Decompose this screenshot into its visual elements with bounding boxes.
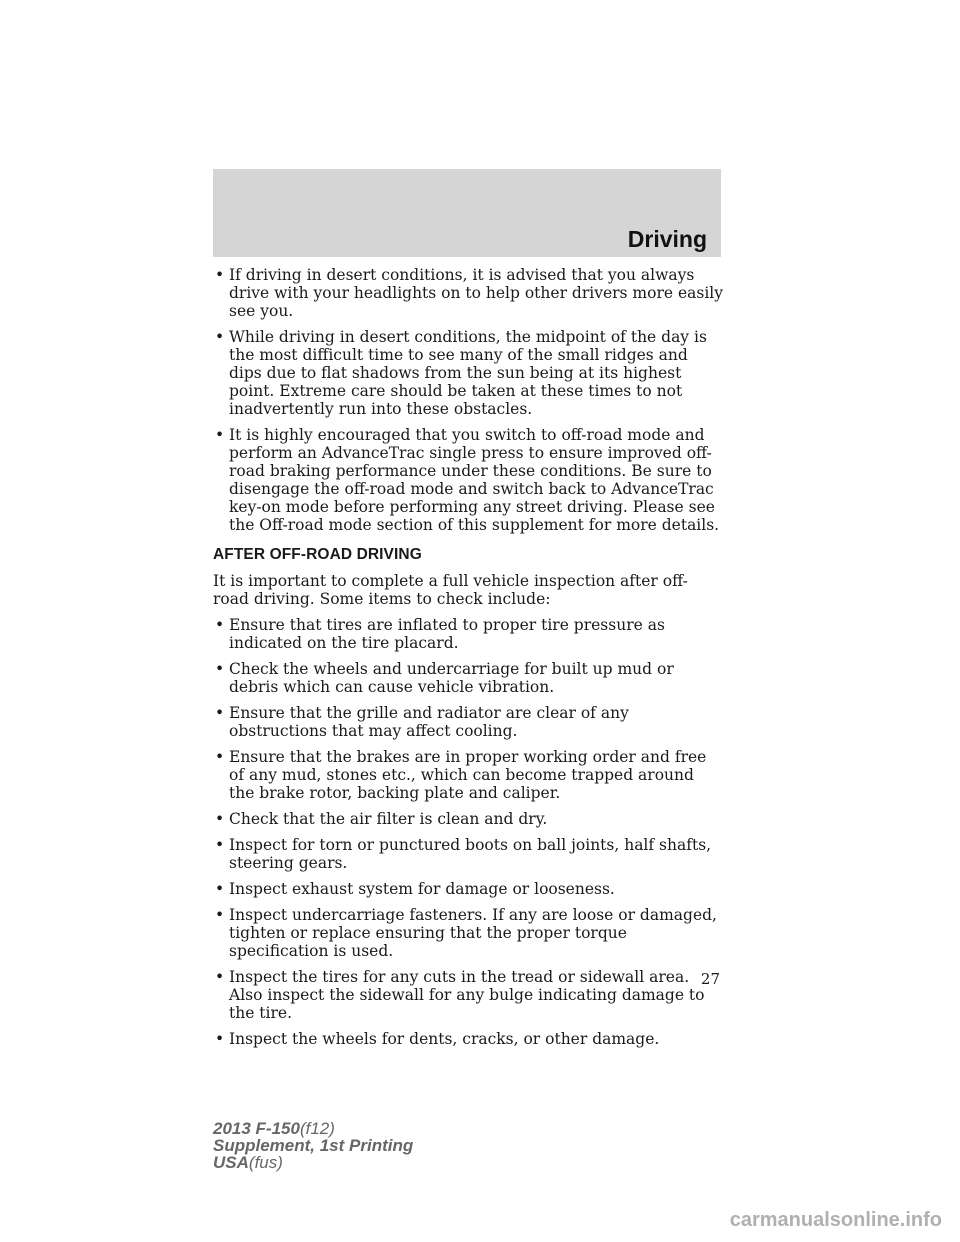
inspection-bullet-list	[213, 616, 723, 1048]
page-content	[213, 266, 723, 1056]
footer-imprint	[213, 1120, 413, 1171]
list-item: • Inspect undercarriage fasteners. If any are loose or damaged, tighten or replace ensuring that the proper torque specification is used.	[213, 906, 723, 960]
list-item: • If driving in desert conditions, it is advised that you always drive with your headlights on to help other drivers more easily see you.	[213, 266, 723, 320]
section-title: Driving	[627, 226, 707, 252]
watermark: carmanualsonline.info	[729, 1209, 942, 1231]
list-item: • Inspect the tires for any cuts in the tread or sidewall area. Also inspect the sidewall for any bulge indicating damage to the tire.	[213, 968, 723, 1022]
list-item: • Inspect the wheels for dents, cracks, or other damage.	[213, 1030, 723, 1048]
section-header-band	[213, 169, 721, 257]
page-number: 27	[700, 970, 720, 988]
footer-market-code: (fus)	[248, 1153, 283, 1172]
footer-line-model	[213, 1120, 413, 1137]
list-item: • Check the wheels and undercarriage for built up mud or debris which can cause vehicle vibration.	[213, 660, 723, 696]
list-item: • It is highly encouraged that you switch to off-road mode and perform an AdvanceTrac single press to ensure improved off-road braking performance under these conditions. Be sure to disengage the off-road mode and switch back to AdvanceTrac key-on mode before performing any street driving. Please see the Off-road mode section of this supplement for more details.	[213, 426, 723, 534]
list-item: • Ensure that the brakes are in proper working order and free of any mud, stones etc., which can become trapped around the brake rotor, backing plate and caliper.	[213, 748, 723, 802]
list-item: • Inspect exhaust system for damage or looseness.	[213, 880, 723, 898]
list-item: • Inspect for torn or punctured boots on ball joints, half shafts, steering gears.	[213, 836, 723, 872]
footer-model-code: (f12)	[299, 1119, 335, 1138]
section-intro: It is important to complete a full vehicle inspection after off-road driving. Some items to check include:	[213, 572, 688, 608]
footer-market: USA	[213, 1153, 249, 1172]
top-bullet-list	[213, 266, 723, 534]
footer-line-market	[213, 1154, 413, 1171]
list-item: • While driving in desert conditions, the midpoint of the day is the most difficult time to see many of the small ridges and dips due to flat shadows from the sun being at its highest point. Extreme care should be taken at these times to not inadvertently run into these obstacles.	[213, 328, 723, 418]
section-heading: AFTER OFF-ROAD DRIVING	[213, 546, 422, 563]
footer-printing: Supplement, 1st Printing	[213, 1136, 414, 1155]
footer-model: 2013 F-150	[213, 1119, 300, 1138]
list-item: • Check that the air filter is clean and dry.	[213, 810, 723, 828]
list-item: • Ensure that the grille and radiator are clear of any obstructions that may affect cooling.	[213, 704, 723, 740]
list-item: • Ensure that tires are inflated to proper tire pressure as indicated on the tire placard.	[213, 616, 723, 652]
